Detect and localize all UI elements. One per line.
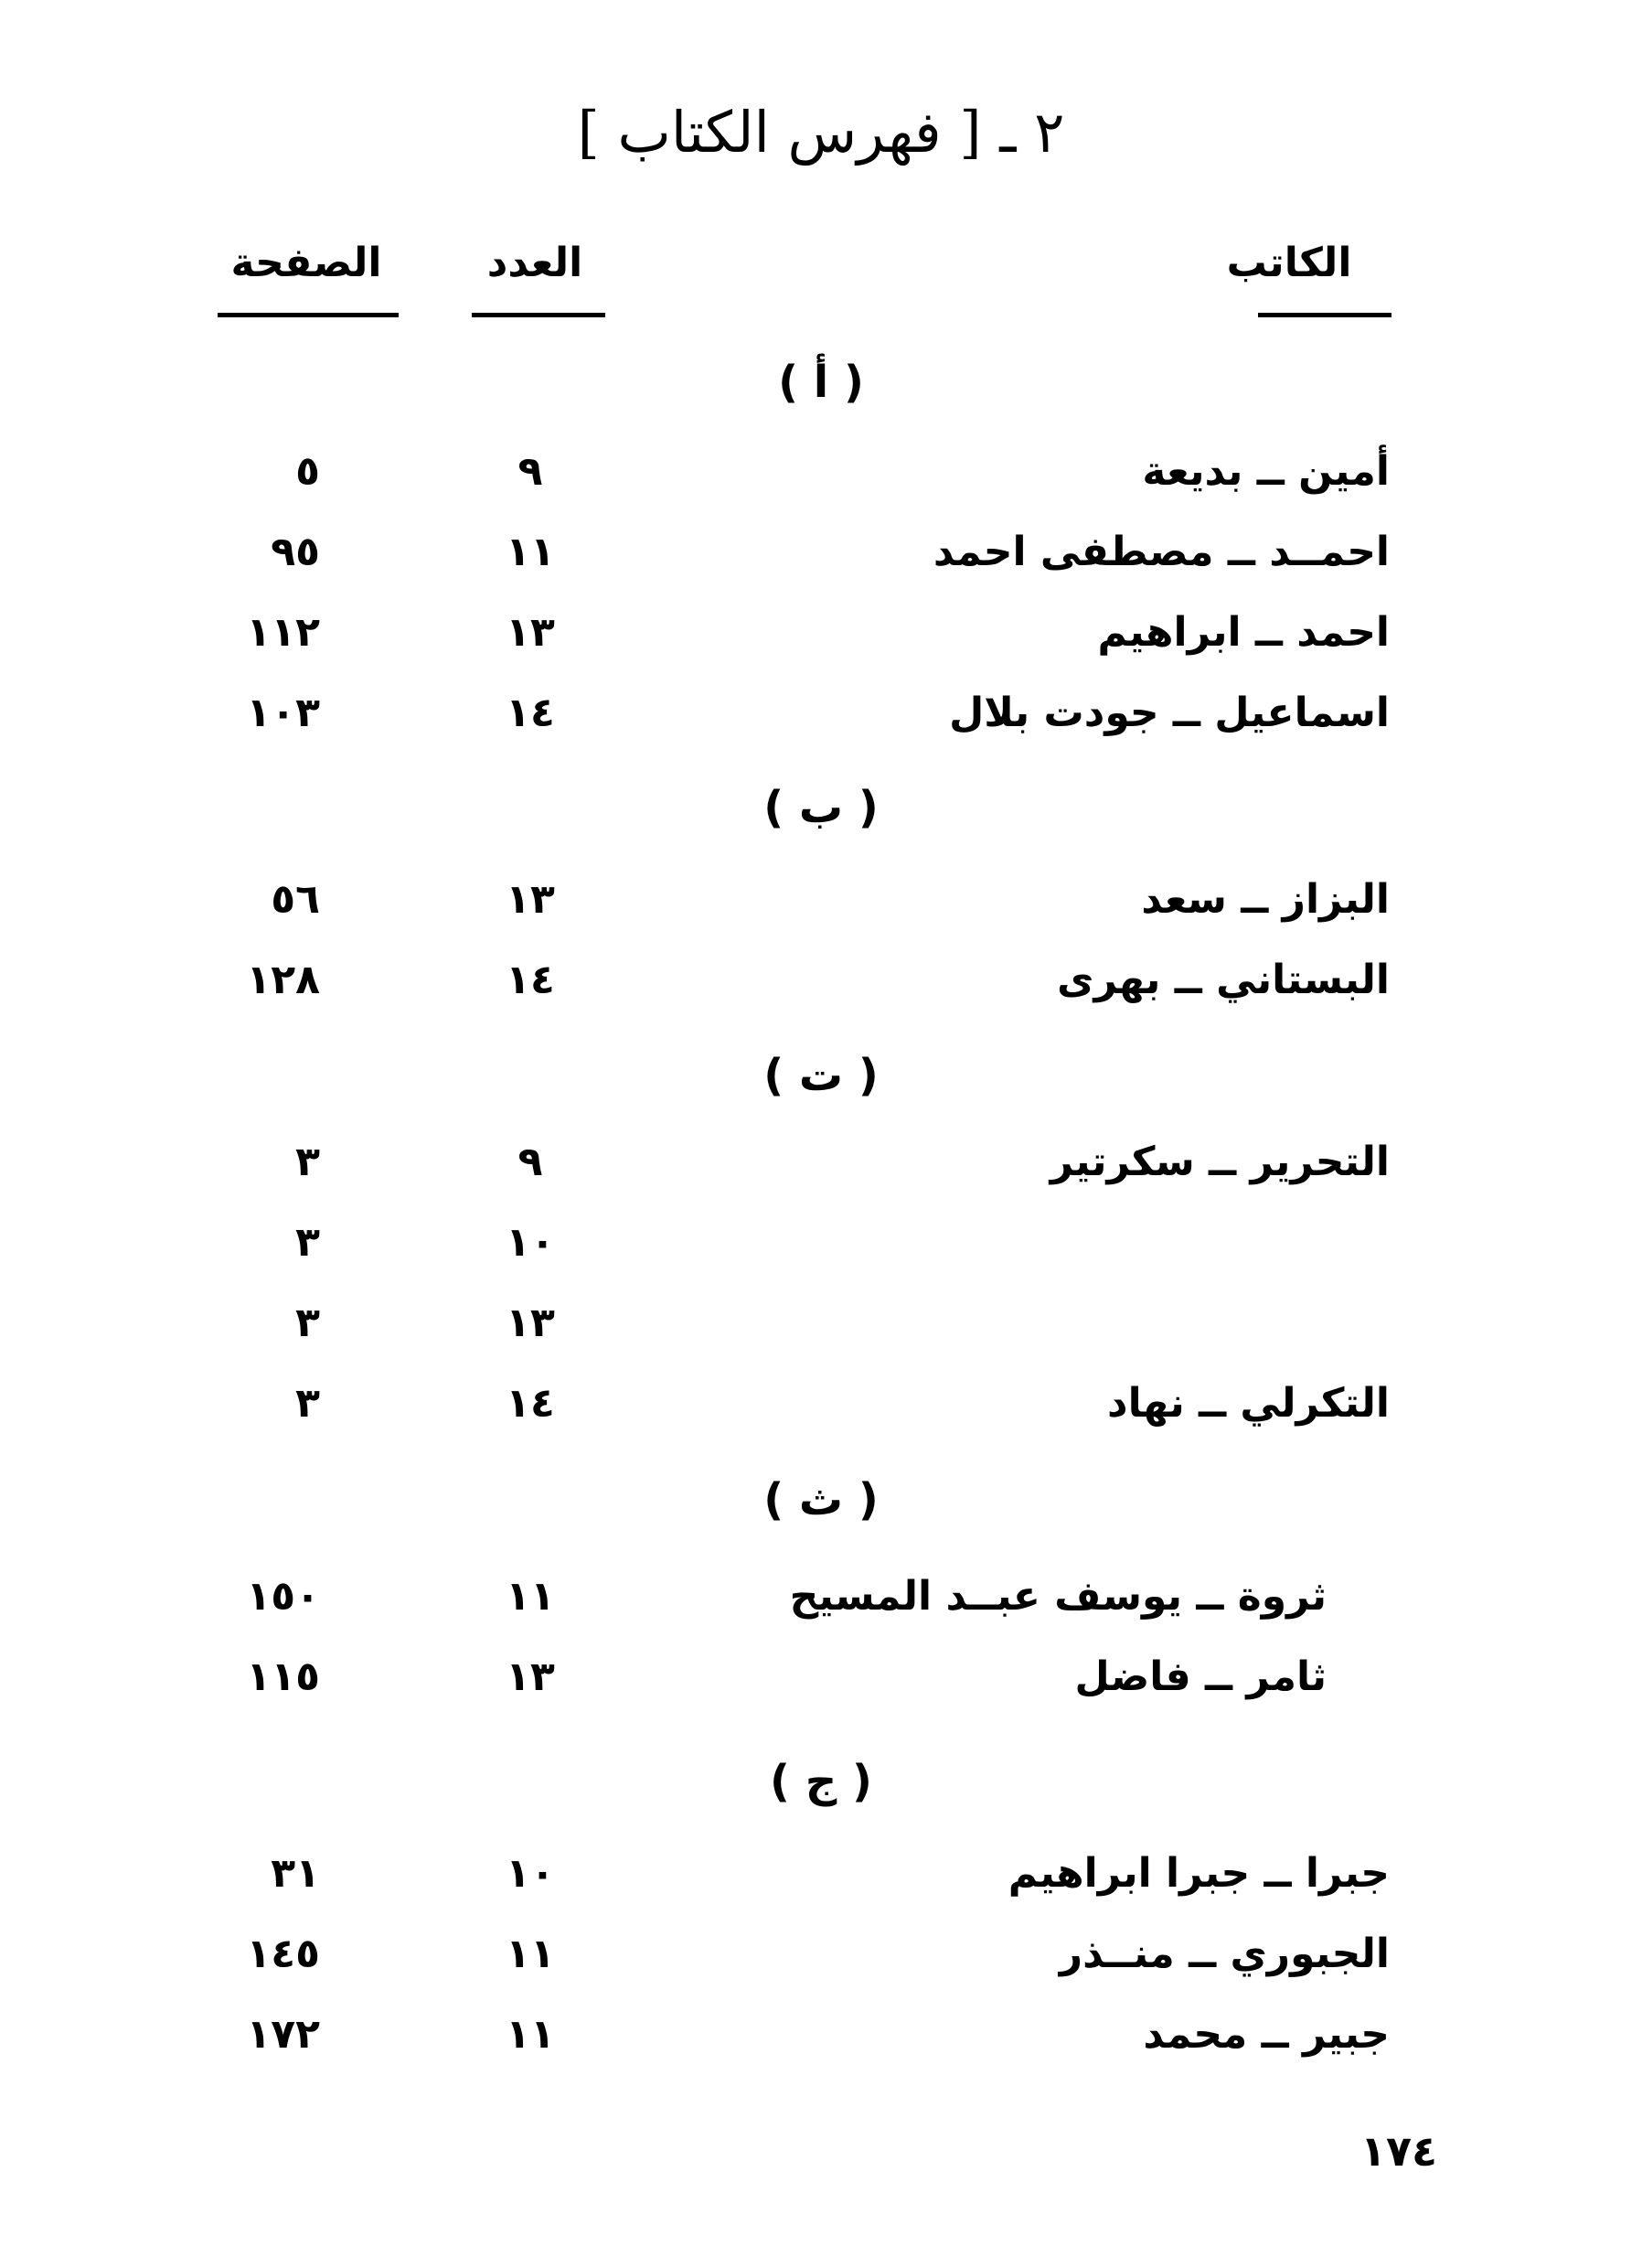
issue-number: ١٤ — [506, 957, 555, 1003]
page-number: ١١٢ — [246, 609, 320, 656]
issue-number: ١١ — [506, 529, 555, 575]
header-page: الصفحة — [230, 240, 382, 286]
table-row — [0, 957, 1642, 1021]
issue-number: ١١ — [506, 1573, 555, 1620]
header-author-underline — [1258, 313, 1391, 317]
issue-number: ١٣ — [506, 1653, 555, 1700]
table-row — [0, 1380, 1642, 1444]
header-issue: العدد — [486, 240, 583, 286]
header-issue-underline — [472, 313, 605, 317]
page-number: ٩٥ — [271, 529, 320, 575]
page-number: ٥ — [295, 448, 320, 495]
page-title: ٢ ـ [ فهرس الكتاب ] — [577, 99, 1065, 166]
author-name: التحرير ــ سكرتير — [1050, 1139, 1390, 1185]
section-letter-alif: ( أ ) — [778, 357, 864, 408]
author-name: أمين ــ بديعة — [1142, 448, 1390, 495]
table-row — [0, 1931, 1642, 1995]
page-number: ٣ — [295, 1139, 320, 1185]
author-name: اسماعيل ــ جودت بلال — [949, 690, 1390, 736]
issue-number: ١١ — [506, 2011, 555, 2058]
author-name: ثامر ــ فاضل — [1074, 1653, 1327, 1700]
section-letter-jim: ( ج ) — [770, 1756, 872, 1807]
issue-number: ١٣ — [506, 609, 555, 656]
issue-number: ٩ — [517, 448, 543, 495]
author-name: جبير ــ محمد — [1143, 2011, 1390, 2058]
page-number: ١٤٥ — [246, 1931, 320, 1977]
issue-number: ١١ — [506, 1931, 555, 1977]
page-number: ٣١ — [271, 1850, 320, 1897]
table-row — [0, 448, 1642, 512]
table-row — [0, 1219, 1642, 1283]
table-row — [0, 609, 1642, 673]
table-row — [0, 529, 1642, 593]
table-row — [0, 1573, 1642, 1637]
table-row — [0, 1850, 1642, 1914]
author-name: جبرا ــ جبرا ابراهيم — [1008, 1850, 1390, 1897]
author-name: احمد ــ ابراهيم — [1097, 609, 1390, 656]
author-name: الجبوري ــ منــذر — [1059, 1931, 1390, 1977]
table-row — [0, 876, 1642, 940]
table-row — [0, 1653, 1642, 1717]
issue-number: ١٣ — [506, 1300, 555, 1346]
section-letter-ta: ( ت ) — [763, 1050, 879, 1101]
page-footer-number: ١٧٤ — [1359, 2126, 1438, 2176]
issue-number: ١٤ — [506, 690, 555, 736]
page-number: ٣ — [295, 1300, 320, 1346]
issue-number: ١٠ — [506, 1219, 555, 1266]
author-name: البزاز ــ سعد — [1141, 876, 1390, 923]
table-row — [0, 690, 1642, 754]
page-number: ٣ — [295, 1219, 320, 1266]
page-number: ١٢٨ — [246, 957, 320, 1003]
header-author: الكاتب — [1226, 240, 1352, 286]
page-number: ١٠٣ — [246, 690, 320, 736]
author-name: ثروة ــ يوسف عبــد المسيح — [789, 1573, 1327, 1620]
page-number: ٥٦ — [271, 876, 320, 923]
issue-number: ١٠ — [506, 1850, 555, 1897]
page-number: ١١٥ — [246, 1653, 320, 1700]
header-page-underline — [218, 313, 399, 317]
section-letter-tha: ( ث ) — [763, 1474, 879, 1525]
page-number: ٣ — [295, 1380, 320, 1427]
table-row — [0, 1139, 1642, 1203]
page-number: ١٥٠ — [246, 1573, 320, 1620]
author-name: احمــد ــ مصطفى احمد — [933, 529, 1390, 575]
table-row — [0, 2011, 1642, 2075]
author-name: البستاني ــ بهرى — [1057, 957, 1390, 1003]
section-letter-ba: ( ب ) — [763, 782, 879, 833]
issue-number: ٩ — [517, 1139, 543, 1185]
author-name: التكرلي ــ نهاد — [1107, 1380, 1390, 1427]
table-row — [0, 1300, 1642, 1364]
issue-number: ١٣ — [506, 876, 555, 923]
issue-number: ١٤ — [506, 1380, 555, 1427]
page-number: ١٧٢ — [246, 2011, 320, 2058]
